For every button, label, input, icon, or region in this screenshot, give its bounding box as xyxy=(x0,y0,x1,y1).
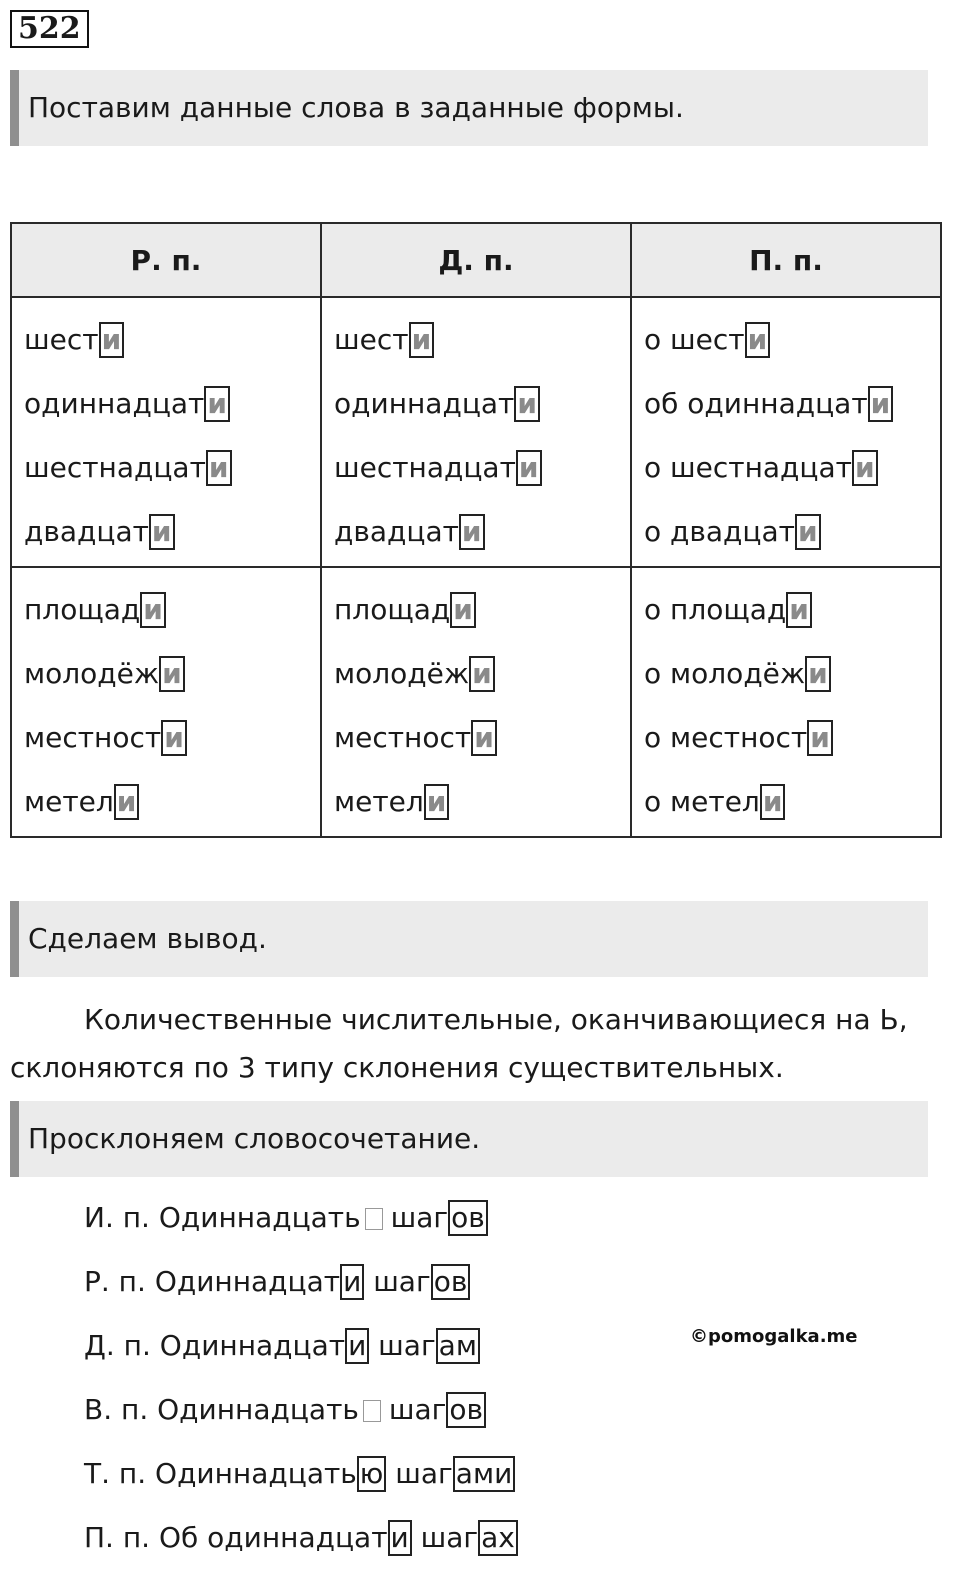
word-form xyxy=(24,770,320,834)
case-label: Т. п. xyxy=(84,1457,147,1490)
numeral-stem: Одиннадцат xyxy=(154,1265,341,1298)
word-ending: и xyxy=(204,386,230,422)
word-ending: и xyxy=(786,592,812,628)
word-ending: и xyxy=(807,720,833,756)
declension-row xyxy=(84,1378,518,1442)
word-stem: о шестнадцат xyxy=(644,451,852,484)
word-ending: и xyxy=(852,450,878,486)
word-stem: молодёж xyxy=(24,657,160,690)
word-ending: и xyxy=(409,322,435,358)
word-stem: двадцат xyxy=(24,515,149,548)
word-stem: о площад xyxy=(644,593,787,626)
word-form xyxy=(644,578,940,642)
word-stem: о метел xyxy=(644,785,760,818)
copyright-watermark: ©pomogalka.me xyxy=(690,1326,858,1347)
table-cell xyxy=(631,567,941,837)
case-label: И. п. xyxy=(84,1201,150,1234)
word-ending: и xyxy=(514,386,540,422)
table-cell xyxy=(321,297,631,567)
zero-ending-box xyxy=(365,1208,383,1230)
word-form xyxy=(334,770,630,834)
word-form xyxy=(24,436,320,500)
word-stem: шестнадцат xyxy=(24,451,206,484)
word-stem: метел xyxy=(334,785,424,818)
word-form xyxy=(334,372,630,436)
word-form xyxy=(644,706,940,770)
header-genitive: Р. п. xyxy=(11,223,321,297)
table-header-row xyxy=(11,223,941,297)
declension-row xyxy=(84,1250,518,1314)
word-form xyxy=(334,706,630,770)
header-prepositional: П. п. xyxy=(631,223,941,297)
numeral-stem: Об одиннадцат xyxy=(158,1521,388,1554)
word-stem: о двадцат xyxy=(644,515,795,548)
word-form xyxy=(24,642,320,706)
header-dative: Д. п. xyxy=(321,223,631,297)
noun-ending: ам xyxy=(436,1328,480,1364)
word-stem: метел xyxy=(24,785,114,818)
numeral-ending: ю xyxy=(357,1456,387,1492)
word-ending: и xyxy=(450,592,476,628)
noun-stem: шаг xyxy=(378,1329,436,1362)
word-form xyxy=(334,578,630,642)
word-ending: и xyxy=(805,656,831,692)
word-stem: одиннадцат xyxy=(24,387,205,420)
numeral-stem: Одиннадцать xyxy=(158,1201,361,1234)
task-number: 522 xyxy=(10,10,89,48)
noun-ending: ах xyxy=(478,1520,518,1556)
word-form xyxy=(24,706,320,770)
case-label: Д. п. xyxy=(84,1329,151,1362)
word-stem: шест xyxy=(334,323,409,356)
declension-list xyxy=(84,1186,518,1570)
word-stem: двадцат xyxy=(334,515,459,548)
word-ending: и xyxy=(471,720,497,756)
declension-row xyxy=(84,1186,518,1250)
case-forms-table xyxy=(10,222,942,838)
word-ending: и xyxy=(459,514,485,550)
word-ending: и xyxy=(795,514,821,550)
word-stem: об одиннадцат xyxy=(644,387,868,420)
word-stem: одиннадцат xyxy=(334,387,515,420)
case-label: Р. п. xyxy=(84,1265,146,1298)
numeral-stem: Одиннадцать xyxy=(155,1457,357,1490)
noun-stem: шаг xyxy=(390,1201,449,1234)
word-form xyxy=(644,500,940,564)
table-cell xyxy=(11,567,321,837)
noun-stem: шаг xyxy=(420,1521,479,1554)
table-cell xyxy=(631,297,941,567)
word-ending: и xyxy=(469,656,495,692)
word-stem: шест xyxy=(24,323,99,356)
table-row xyxy=(11,297,941,567)
word-stem: о местност xyxy=(644,721,808,754)
word-form xyxy=(644,642,940,706)
word-ending: и xyxy=(140,592,166,628)
noun-stem: шаг xyxy=(395,1457,453,1490)
declension-row xyxy=(84,1506,518,1570)
numeral-stem: Одиннадцат xyxy=(159,1329,346,1362)
numeral-ending: и xyxy=(388,1520,412,1556)
declension-row xyxy=(84,1442,518,1506)
word-ending: и xyxy=(516,450,542,486)
noun-stem: шаг xyxy=(373,1265,431,1298)
declension-row xyxy=(84,1314,518,1378)
word-ending: и xyxy=(159,656,185,692)
word-ending: и xyxy=(424,784,450,820)
word-form xyxy=(24,578,320,642)
word-stem: о молодёж xyxy=(644,657,806,690)
word-stem: местност xyxy=(24,721,162,754)
word-stem: местност xyxy=(334,721,472,754)
noun-ending: ов xyxy=(431,1264,471,1300)
noun-ending: ов xyxy=(446,1392,486,1428)
word-ending: и xyxy=(114,784,140,820)
conclusion-banner: Сделаем вывод. xyxy=(10,901,928,977)
word-form xyxy=(644,770,940,834)
table-row xyxy=(11,567,941,837)
declension-banner: Просклоняем словосочетание. xyxy=(10,1101,928,1177)
word-form xyxy=(334,436,630,500)
word-form xyxy=(24,372,320,436)
noun-stem: шаг xyxy=(388,1393,447,1426)
word-form xyxy=(334,642,630,706)
numeral-ending: и xyxy=(340,1264,364,1300)
zero-ending-box xyxy=(363,1400,381,1422)
word-ending: и xyxy=(161,720,187,756)
word-ending: и xyxy=(99,322,125,358)
word-form xyxy=(334,500,630,564)
word-ending: и xyxy=(149,514,175,550)
numeral-stem: Одиннадцать xyxy=(157,1393,359,1426)
noun-ending: ами xyxy=(453,1456,515,1492)
word-stem: шестнадцат xyxy=(334,451,516,484)
word-stem: молодёж xyxy=(334,657,470,690)
word-ending: и xyxy=(760,784,786,820)
word-ending: и xyxy=(868,386,894,422)
intro-banner: Поставим данные слова в заданные формы. xyxy=(10,70,928,146)
word-form xyxy=(24,308,320,372)
word-ending: и xyxy=(745,322,771,358)
word-form xyxy=(334,308,630,372)
case-label: П. п. xyxy=(84,1521,151,1554)
table-cell xyxy=(11,297,321,567)
case-label: В. п. xyxy=(84,1393,149,1426)
word-stem: площад xyxy=(334,593,451,626)
conclusion-text: Количественные числительные, оканчивающиеся на Ь, склоняются по 3 типу склонения существительных. xyxy=(10,1003,908,1084)
word-form xyxy=(644,308,940,372)
word-form xyxy=(24,500,320,564)
word-form xyxy=(644,372,940,436)
word-stem: о шест xyxy=(644,323,745,356)
word-stem: площад xyxy=(24,593,141,626)
numeral-ending: и xyxy=(345,1328,369,1364)
word-form xyxy=(644,436,940,500)
noun-ending: ов xyxy=(448,1200,488,1236)
word-ending: и xyxy=(206,450,232,486)
table-cell xyxy=(321,567,631,837)
